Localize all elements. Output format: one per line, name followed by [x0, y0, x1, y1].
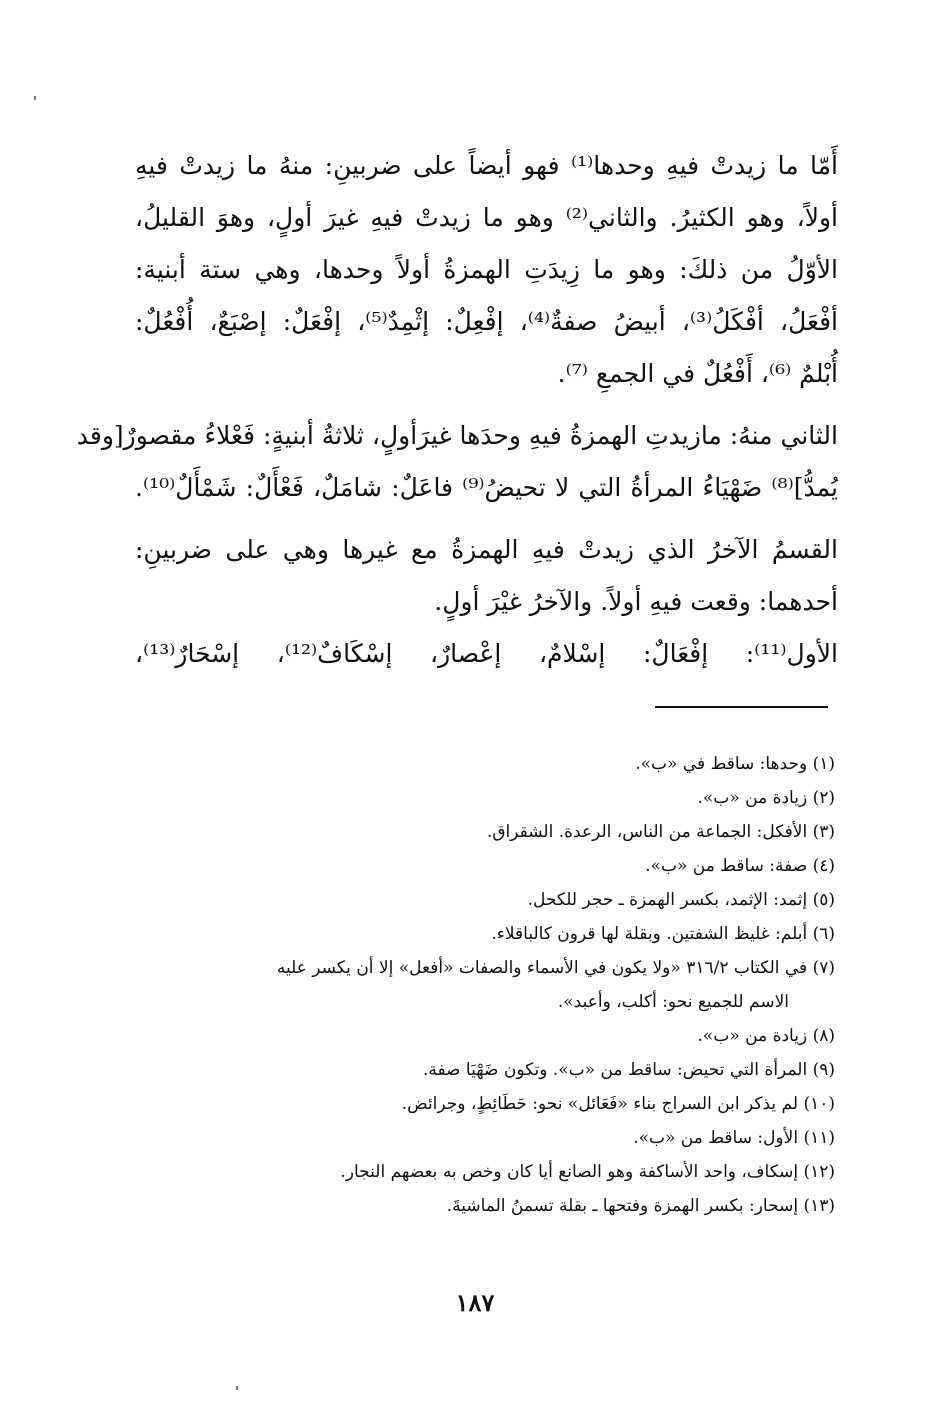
footnote: (٨) زيادة من «ب».	[697, 1026, 835, 1046]
text-line: يُمدُّ]⁽⁸⁾ ضَهْيَاءُ المرأةُ التي لا تحيضُ⁽⁹⁾ فاعَلٌ: شامَلٌ، فَعْأَلٌ: شَمْأَلٌ⁽¹⁰⁾.	[135, 473, 838, 502]
text-line: الثاني منهُ: مازيدتِ الهمزةُ فيهِ وحدَها غيرَأولٍ، ثلاثةُ أبنيةٍ: فَعْلاءُ مقصورٌ[وقد	[76, 421, 838, 450]
text-line: أحدهما: وقعت فيهِ أولاً. والآخرُ غيْرَ أولٍ.	[434, 587, 838, 616]
scan-speck	[34, 96, 36, 100]
footnote: (٤) صفة: ساقط من «ب».	[645, 856, 835, 876]
footnote: (٩) المرأة التي تحيض: ساقط من «ب». وتكون ضَهْيَا صفة.	[422, 1060, 835, 1080]
text-line: القسمُ الآخرُ الذي زيدتْ فيهِ الهمزةُ مع غيرها وهي على ضربينِ:	[135, 535, 838, 564]
footnote-continuation-text: الاسم للجميع نحو: أكلب، وأعبد».	[557, 992, 789, 1012]
footnote: (٧) في الكتاب ٣١٦/٢ «ولا يكون في الأسماء والصفات «أفعل» إلا أن يكسر عليه	[276, 958, 835, 978]
footnote: (٦) أبلم: غليظ الشفتين. وبقلة لها قرون كالباقلاء.	[491, 924, 835, 944]
footnote-continuation	[135, 985, 835, 1019]
text-line: أُبْلمٌ ⁽⁶⁾، أَفْعُلٌ في الجمعِ ⁽⁷⁾.	[557, 359, 838, 388]
text-line: الأول⁽¹¹⁾: إفْعَالٌ: إسْلامٌ، إعْصارٌ، إسْكَافٌ⁽¹²⁾، إسْحَارٌ⁽¹³⁾،	[135, 639, 838, 668]
footnotes	[135, 747, 835, 1223]
scan-speck	[236, 1386, 238, 1390]
text-line: أَمّا ما زيدتْ فيهِ وحدها⁽¹⁾ فهو أيضاً على ضربينِ: منهُ ما زيدتْ فيهِ	[135, 151, 838, 180]
page-number: ١٨٧	[455, 1288, 495, 1317]
text-line: أفْعَلُ، أفْكَلُ⁽³⁾، أبيضُ صفةٌ⁽⁴⁾، إفْعِلٌ: إثْمِدٌ⁽⁵⁾، إفْعَلٌ: إصْبَعٌ، أُفْعُلٌ:	[135, 307, 838, 336]
text-line: الأوّلُ من ذلكَ: وهو ما زِيدَتِ الهمزةُ أولاً وحدها، وهي ستة أبنية:	[135, 255, 838, 284]
footnote-divider	[655, 706, 828, 708]
footnote: (٢) زيادة من «ب».	[697, 788, 835, 808]
footnote: (١٣) إسحار: بكسر الهمزة وفتحها ـ بقلة تسمنُ الماشيةَ.	[446, 1196, 835, 1216]
footnote: (١٢) إسكاف، واحد الأساكفة وهو الصانع أيا كان وخص به بعضهم النجار.	[340, 1162, 835, 1182]
footnote: (١) وحدها: ساقط في «ب».	[635, 754, 835, 774]
footnote: (٥) إثمد: الإثمد، بكسر الهمزة ـ حجر للكحل.	[527, 890, 835, 910]
text-line: أولاً، وهو الكثيرُ. والثاني⁽²⁾ وهو ما زيدتْ فيهِ غيرَ أولٍ، وهوَ القليلُ،	[135, 203, 838, 232]
footnote: (١١) الأول: ساقط من «ب».	[633, 1128, 835, 1148]
footnote: (١٠) لم يذكر ابن السراج بناء «فَعَائل» نحو: حَطَائِطٍ، وجرائض.	[401, 1094, 835, 1114]
footnote: (٣) الأفكل: الجماعة من الناس، الرعدة. الشقراق.	[486, 822, 835, 842]
main-text	[76, 140, 838, 680]
